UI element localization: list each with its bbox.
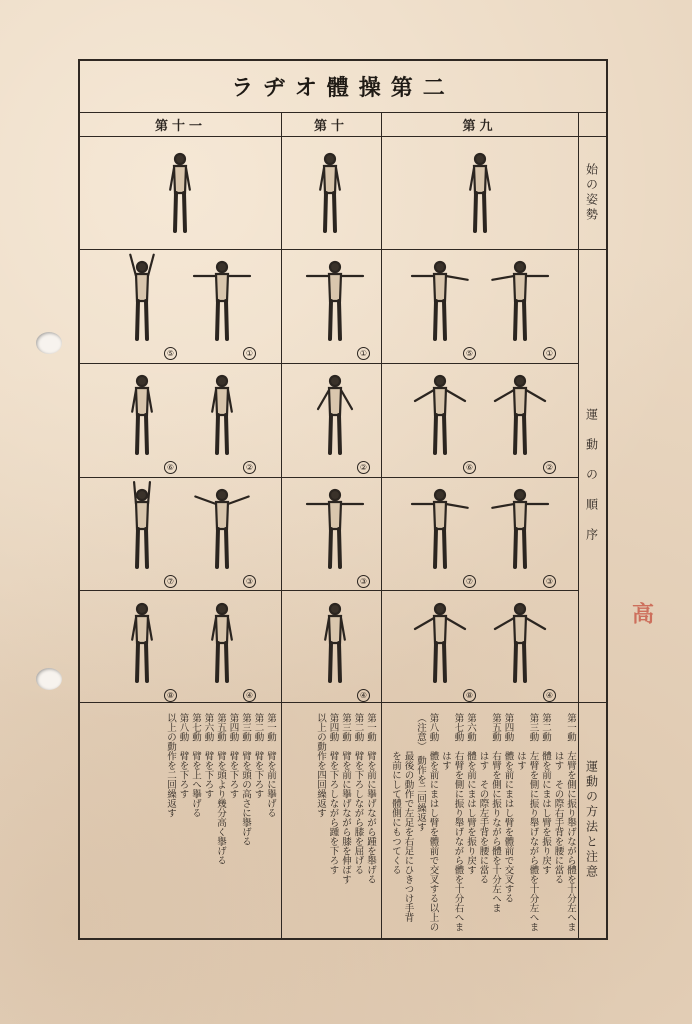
figure-col9-b [492,490,548,567]
step-number: ④ [543,689,556,702]
figure-col11-a [132,604,152,681]
text-line: 第三動 左臂を側に振り舉げながら體を十分左へま [527,713,539,932]
figure-start-col10 [320,154,340,231]
step-number: ④ [243,689,256,702]
red-seal-stamp: 高 [628,602,655,622]
label-start-posture: 始の姿勢 [584,163,599,223]
label-method-notes: 運動の方法と注意 [584,760,599,880]
page-title: ラヂオ體操第二 [231,76,455,101]
step-number: ⑧ [164,689,177,702]
label-movement-order: 運 動 の 順 序 [584,408,599,543]
header-col10: 第十 [281,112,381,137]
figure-col10 [307,490,363,567]
text-line: 第一動 左臂を側に振り舉げながら體を十分左へま [565,713,576,932]
text-line: 第四動 臂を下ろす [227,713,239,799]
figure-col9-b [495,604,545,681]
text-line: 第四動 臂を下ろしながら踵を下ろす [327,713,339,875]
step-number: ② [243,461,256,474]
figure-col10 [325,604,345,681]
step-number: ③ [243,575,256,588]
step-number: ⑥ [463,461,476,474]
text-line: 第八動 臂を下ろす [177,713,189,799]
figure-col11-b [195,490,248,567]
text-line: 第三動 臂を頭の高さに擧げる [240,713,251,846]
text-line: 第五動 右臂を側に振りながら體を十分左へま [490,713,501,913]
step-number: ② [357,461,370,474]
step-number: ① [357,347,370,360]
instructions-col11 [120,713,276,933]
figure-col9-a [412,262,468,339]
text-line: 以上の動作を二回繰返す [165,713,176,818]
figure-col11-a [134,482,150,567]
text-line: はす その際左手背を腰に當る [477,713,489,884]
text-line: 第八動 體を前にまはし臂を體前で交叉する以上の [427,713,439,932]
text-line: 第七動 臂を上へ擧げる [190,713,201,818]
figure-col9-a [412,490,468,567]
text-line: はす [440,713,451,770]
figure-start-col9 [470,154,490,231]
step-number: ③ [357,575,370,588]
figure-col9-b [495,376,545,453]
text-line: 最後の動作で左足を右足にひきつけ手背 [402,713,414,922]
header-label-col [578,112,606,137]
text-line: 以上の動作を四回繰返す [315,713,326,818]
figure-col9-b [492,262,548,339]
figure-col11-b [194,262,250,339]
text-line: を前にして體側にもつてくる [390,713,401,875]
figure-col11-b [212,604,232,681]
step-number: ① [243,347,256,360]
figure-col9-a [415,376,465,453]
step-number: ⑧ [463,689,476,702]
text-line: 第七動 右臂を側に振り舉げながら體を十分右へま [452,713,464,932]
text-line: はす その際右手背を腰に當る [552,713,564,884]
exercise-chart-frame [78,59,608,940]
text-line: （注意） 動作を二回繰返す [415,713,426,832]
figure-col10 [318,376,352,453]
step-number: ② [543,461,556,474]
step-number: ⑥ [164,461,177,474]
instructions-col10 [290,713,376,933]
instructions-col9 [386,713,576,933]
step-number: ③ [543,575,556,588]
text-line: 第一動 臂を前に擧げながら踵を舉げる [365,713,376,884]
step-number: ⑦ [164,575,177,588]
figure-col9-a [415,604,465,681]
text-line: 第三動 臂を前に擧げながら膝を伸ばす [340,713,351,884]
text-line: 第一動 臂を前に擧げる [265,713,276,818]
step-number: ① [543,347,556,360]
text-line: はす [515,713,526,770]
punch-hole-top [36,332,62,354]
header-col11: 第十一 [80,112,281,137]
step-number: ⑤ [164,347,177,360]
figure-col11-a [132,376,152,453]
figure-col11-b [212,376,232,453]
text-line: 第六動 臂を下ろす [202,713,214,799]
step-number: ⑦ [463,575,476,588]
punch-hole-bottom [36,668,62,690]
text-line: 第二動 臂を下ろす [252,713,264,799]
figure-col10 [307,262,363,339]
figure-col11-a [130,255,153,339]
text-line: 第二動 臂を下ろしながら膝を屈げる [352,713,364,875]
step-number: ④ [357,689,370,702]
text-line: 第四動 體を前にまはし臂を體前で交叉する [502,713,514,903]
text-line: 第六動 體を前にまはし臂を振り戻す [465,713,476,875]
figure-start-col11 [170,154,190,231]
text-line: 第五動 臂を頭より幾分高く擧げる [215,713,226,865]
step-number: ⑤ [463,347,476,360]
header-col9: 第九 [381,112,578,137]
text-line: 第二動 體を前にまはし臂を振り戻す [540,713,551,875]
